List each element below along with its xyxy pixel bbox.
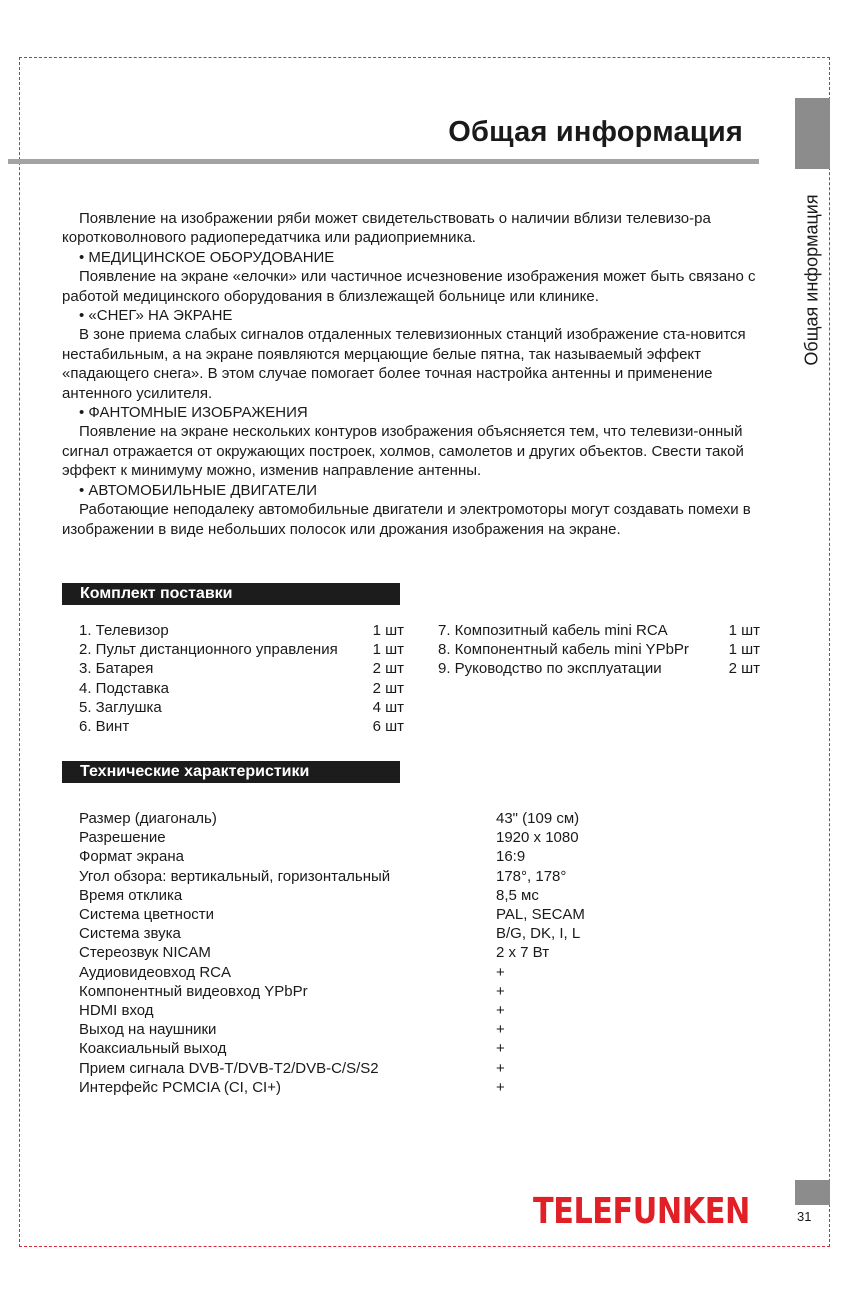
spec-name: HDMI вход xyxy=(79,1002,154,1020)
spec-name: Стереозвук NICAM xyxy=(79,944,211,962)
spec-name: Прием сигнала DVB-T/DVB-T2/DVB-C/S/S2 xyxy=(79,1059,379,1077)
item-quantity: 1 шт xyxy=(372,641,404,659)
item-name: 3. Батарея xyxy=(79,660,154,678)
spec-name: Система звука xyxy=(79,925,181,943)
spec-name: Компонентный видеовход YPbPr xyxy=(79,982,308,1000)
spec-row xyxy=(79,828,639,847)
spec-row xyxy=(79,1001,639,1020)
spec-row xyxy=(79,963,639,982)
item-name: 7. Композитный кабель mini RCA xyxy=(438,622,668,639)
contents-item xyxy=(79,679,404,698)
spec-name: Размер (диагональ) xyxy=(79,810,217,827)
item-name: 8. Компонентный кабель mini YPbPr xyxy=(438,641,689,659)
spec-row xyxy=(79,982,639,1001)
bullet-paragraph: В зоне приема слабых сигналов отдаленных телевизионных станций изображение ста-новится нестабильным, а на экране появляются мерцающие белые пятна, так называемый эффект «падающего снега». В этом случае помогает более точная настройка антенны и применение антенного усилителя. xyxy=(62,326,746,402)
title-underline xyxy=(8,159,759,164)
intro-paragraph: Появление на изображении ряби может свидетельствовать о наличии вблизи телевизо-ра коротковолнового радиопередатчика или радиоприемника. xyxy=(62,210,711,247)
item-quantity: 2 шт xyxy=(372,660,404,678)
spec-name: Аудиовидеовход RCA xyxy=(79,963,231,981)
spec-name: Выход на наушники xyxy=(79,1021,217,1039)
specs-section-title: Технические характеристики xyxy=(62,761,400,783)
item-quantity: 1 шт xyxy=(728,641,760,659)
bullet-heading: • АВТОМОБИЛЬНЫЕ ДВИГАТЕЛИ xyxy=(79,481,318,499)
spec-value: 8,5 мс xyxy=(496,886,539,904)
spec-row xyxy=(79,847,639,866)
item-quantity: 2 шт xyxy=(728,660,760,678)
contents-section-title: Комплект поставки xyxy=(62,583,400,605)
item-quantity: 1 шт xyxy=(728,622,760,639)
interference-section xyxy=(62,209,762,539)
item-name: 6. Винт xyxy=(79,718,130,736)
item-quantity: 4 шт xyxy=(372,698,404,716)
spec-name: Угол обзора: вертикальный, горизонтальный xyxy=(79,867,391,885)
page-title: Общая информация xyxy=(448,116,743,148)
page-number: 31 xyxy=(797,1209,812,1224)
spec-row xyxy=(79,867,639,886)
spec-row xyxy=(79,943,639,962)
contents-list-left xyxy=(79,621,404,736)
spec-value: 2 x 7 Вт xyxy=(496,944,550,962)
item-name: 9. Руководство по эксплуатации xyxy=(438,660,662,678)
contents-item xyxy=(438,621,760,640)
spec-value: 16:9 xyxy=(496,848,526,866)
spec-row xyxy=(79,905,639,924)
contents-list-right xyxy=(438,621,760,679)
contents-item xyxy=(438,640,760,659)
spec-value: + xyxy=(496,1021,505,1039)
spec-row xyxy=(79,886,639,905)
spec-value: 1920 x 1080 xyxy=(496,829,579,847)
page-number-tab xyxy=(795,1180,830,1205)
contents-item xyxy=(79,659,404,678)
item-name: 4. Подставка xyxy=(79,679,169,697)
spec-name: Система цветности xyxy=(79,906,215,924)
contents-item xyxy=(79,717,404,736)
bullet-paragraph: Появление на экране нескольких контуров изображения объясняется тем, что телевизи-онный сигнал отражается от окружающих построек, холмов, самолетов и других объектов. Свести такой эффект к минимуму можно, изменив направление антенны. xyxy=(62,423,744,480)
bullet-heading: • «СНЕГ» НА ЭКРАНЕ xyxy=(79,307,233,325)
specs-table xyxy=(79,809,639,1097)
bullet-paragraph: Появление на экране «елочки» или частичное исчезновение изображения может быть связано с работой медицинского оборудования в близлежащей больнице или клинике. xyxy=(62,268,756,305)
spec-value: + xyxy=(496,982,505,1000)
item-quantity: 2 шт xyxy=(372,679,404,697)
spec-value: + xyxy=(496,1040,505,1058)
spec-row xyxy=(79,924,639,943)
spec-value: + xyxy=(496,1002,505,1020)
spec-row xyxy=(79,1020,639,1039)
spec-row xyxy=(79,809,639,828)
chapter-tab xyxy=(795,98,830,169)
spec-name: Разрешение xyxy=(79,829,166,847)
spec-row xyxy=(79,1059,639,1078)
item-quantity: 1 шт xyxy=(372,622,404,639)
contents-item xyxy=(79,621,404,640)
contents-item xyxy=(79,640,404,659)
spec-name: Интерфейс PCMCIA (CI, CI+) xyxy=(79,1078,281,1096)
spec-value: B/G, DK, I, L xyxy=(496,925,581,943)
contents-item xyxy=(79,698,404,717)
item-name: 5. Заглушка xyxy=(79,698,162,716)
spec-value: PAL, SECAM xyxy=(496,906,585,924)
spec-value: + xyxy=(496,1078,505,1096)
spec-row xyxy=(79,1039,639,1058)
contents-item xyxy=(438,659,760,678)
spec-value: 178°, 178° xyxy=(496,867,567,885)
spec-name: Коаксиальный выход xyxy=(79,1040,227,1058)
spec-row xyxy=(79,1078,639,1097)
bullet-heading: • МЕДИЦИНСКОЕ ОБОРУДОВАНИЕ xyxy=(79,248,335,266)
item-quantity: 6 шт xyxy=(372,718,404,736)
bullet-heading: • ФАНТОМНЫЕ ИЗОБРАЖЕНИЯ xyxy=(79,404,308,422)
spec-value: + xyxy=(496,1059,505,1077)
bullet-paragraph: Работающие неподалеку автомобильные двигатели и электромоторы могут создавать помехи в изображении в виде небольших полосок или дрожания изображения на экране. xyxy=(62,501,751,538)
item-name: 1. Телевизор xyxy=(79,622,169,639)
item-name: 2. Пульт дистанционного управления xyxy=(79,641,338,659)
chapter-side-label: Общая информация xyxy=(801,194,822,366)
spec-name: Формат экрана xyxy=(79,848,184,866)
spec-name: Время отклика xyxy=(79,886,183,904)
brand-logo: TELEFUNKEN xyxy=(533,1191,750,1232)
spec-value: + xyxy=(496,963,505,981)
spec-value: 43" (109 см) xyxy=(496,810,580,827)
